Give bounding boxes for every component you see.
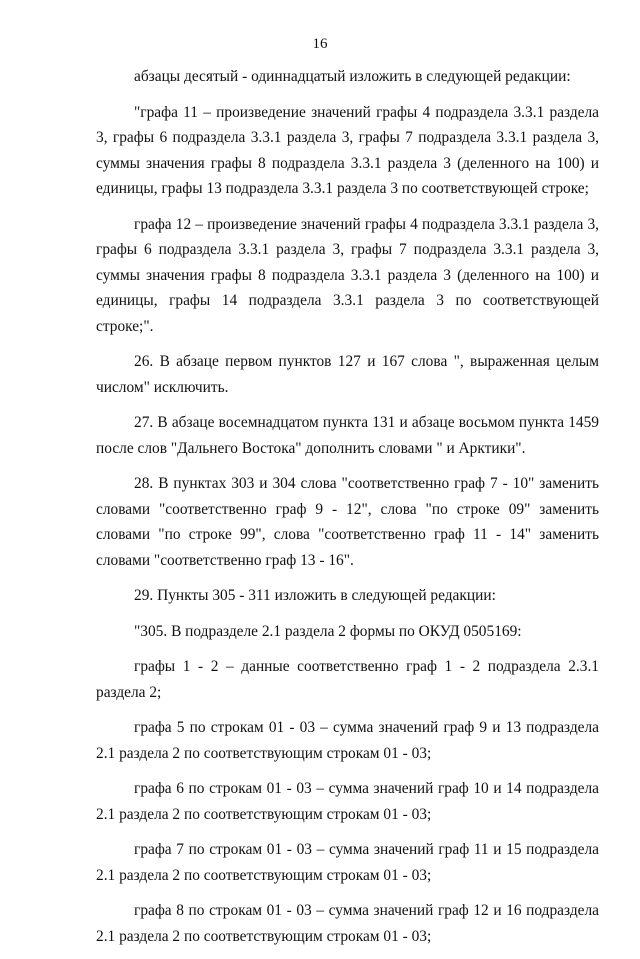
paragraph: графа 7 по строкам 01 - 03 – сумма значений граф 11 и 15 подраздела 2.1 раздела 2 по соответствующим строкам 01 - 03;	[96, 841, 599, 884]
page-number: 16	[312, 36, 328, 52]
paragraph: 27. В абзаце восемнадцатом пункта 131 и абзаце восьмом пункта 1459 после слов "Дальнего Востока" дополнить словами " и Арктики".	[96, 414, 599, 457]
paragraph: "графа 11 – произведение значений графы 4 подраздела 3.3.1 раздела 3, графы 6 подраздела 3.3.1 раздела 3, графы 7 подраздела 3.3.1 раздела 3, суммы значения графы 8 подраздела 3.3.1 раздела 3 (деленного на 100) и единицы, графы 13 подраздела 3.3.1 раздела 3 по соответствующей строке;	[96, 103, 599, 197]
paragraph: графа 6 по строкам 01 - 03 – сумма значений граф 10 и 14 подраздела 2.1 раздела 2 по соответствующим строкам 01 - 03;	[96, 780, 599, 823]
paragraph: "305. В подразделе 2.1 раздела 2 формы по ОКУД 0505169:	[134, 622, 522, 640]
paragraph: графа 12 – произведение значений графы 4 подраздела 3.3.1 раздела 3, графы 6 подраздела 3.3.1 раздела 3, графы 7 подраздела 3.3.1 раздела 3, суммы значения графы 8 подраздела 3.3.1 раздела 3 (деленного на 100) и единицы, графы 14 подраздела 3.3.1 раздела 3 по соответствующей строке;".	[96, 215, 599, 335]
paragraph: графа 8 по строкам 01 - 03 – сумма значений граф 12 и 16 подраздела 2.1 раздела 2 по соответствующим строкам 01 - 03;	[96, 902, 599, 945]
paragraph: 26. В абзаце первом пунктов 127 и 167 слова ", выраженная целым числом" исключить.	[96, 353, 599, 396]
paragraph: графы 1 - 2 – данные соответственно граф 1 - 2 подраздела 2.3.1 раздела 2;	[96, 658, 599, 701]
document-body	[96, 64, 599, 959]
paragraph: абзацы десятый - одиннадцатый изложить в следующей редакции:	[134, 68, 571, 85]
paragraph: 29. Пункты 305 - 311 изложить в следующей редакции:	[134, 587, 496, 604]
paragraph: графа 5 по строкам 01 - 03 – сумма значений граф 9 и 13 подраздела 2.1 раздела 2 по соответствующим строкам 01 - 03;	[96, 719, 599, 762]
paragraph: 28. В пунктах 303 и 304 слова "соответственно граф 7 - 10" заменить словами "соответственно граф 9 - 12", слова "по строке 09" заменить словами "по строке 99", слова "соответственно граф 11 - 14" заменить словами "соответственно граф 13 - 16".	[96, 475, 599, 569]
